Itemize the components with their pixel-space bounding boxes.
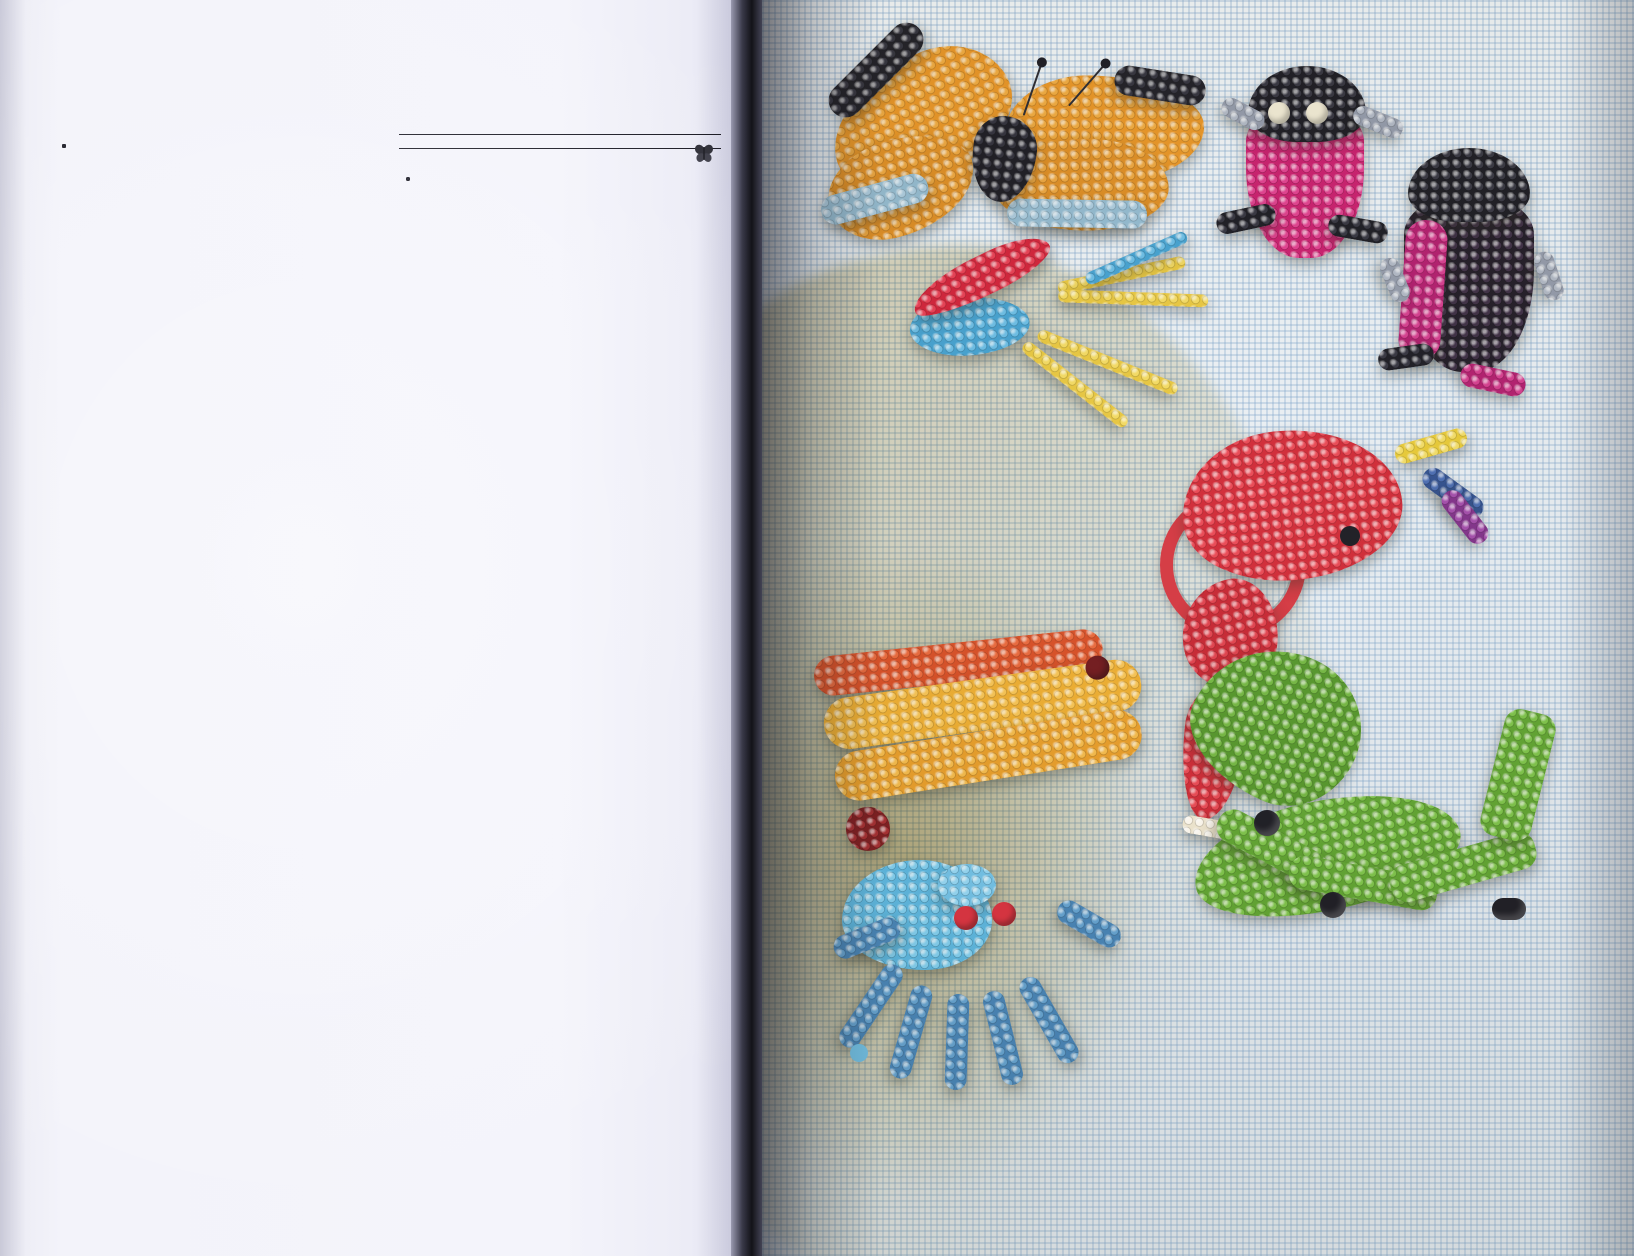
- bird-dark-foot-right: [1458, 361, 1528, 398]
- spacer: [399, 115, 721, 134]
- crab-red-bead-right: [992, 902, 1016, 926]
- beaded-crab-blue: [842, 860, 1172, 1160]
- column-one: [55, 96, 377, 174]
- photo-outer-edge-shadow: [1564, 0, 1634, 1256]
- butterfly-method-heading: [399, 187, 721, 208]
- bird-pink-head: [1248, 66, 1366, 142]
- left-page: [0, 0, 757, 1256]
- beaded-bird-dark: [1374, 140, 1584, 420]
- bird-pink-eye-left: [1268, 102, 1290, 124]
- spacer: [399, 168, 721, 187]
- crab-head: [938, 864, 996, 906]
- grasshopper-dark-bead: [1320, 892, 1346, 918]
- column-two: [399, 96, 721, 208]
- dragonfly-wing-2: [1058, 289, 1208, 307]
- butterfly-wing-blue-edge-right: [1007, 198, 1147, 228]
- elephant-yellow-bead-strand: [1393, 426, 1470, 466]
- grasshopper-foot-tip: [1492, 898, 1526, 920]
- bird-dark-foot-left: [1377, 342, 1436, 372]
- crab-leg-2: [887, 983, 935, 1081]
- grasshopper-upper-leg: [1477, 706, 1559, 845]
- butterfly-icon: [693, 144, 715, 164]
- crab-claw-right: [1053, 896, 1126, 952]
- right-page-photo-plate: [762, 0, 1634, 1256]
- elephant-set-heading: [55, 115, 377, 136]
- spacer: [55, 136, 377, 155]
- spacer: [55, 96, 377, 115]
- crab-leg-4: [981, 989, 1026, 1087]
- plate-caption: [271, 1185, 294, 1205]
- peacock-butterfly-heading: [399, 134, 721, 149]
- crab-red-bead-left: [954, 906, 978, 930]
- text-columns: [0, 0, 757, 1256]
- elephant-eye: [1340, 526, 1360, 546]
- crab-leg-3: [944, 994, 969, 1091]
- spacer: [55, 155, 377, 174]
- grasshopper-eye: [1254, 810, 1280, 836]
- photo-gutter-shadow: [762, 0, 882, 1256]
- bird-dark-head: [1408, 148, 1530, 222]
- spacer: [399, 149, 721, 168]
- bird-dark-wing-right: [1532, 249, 1566, 303]
- bird-pink-eye-right: [1306, 102, 1328, 124]
- spacer: [399, 96, 721, 115]
- crab-leg-5: [1015, 973, 1082, 1067]
